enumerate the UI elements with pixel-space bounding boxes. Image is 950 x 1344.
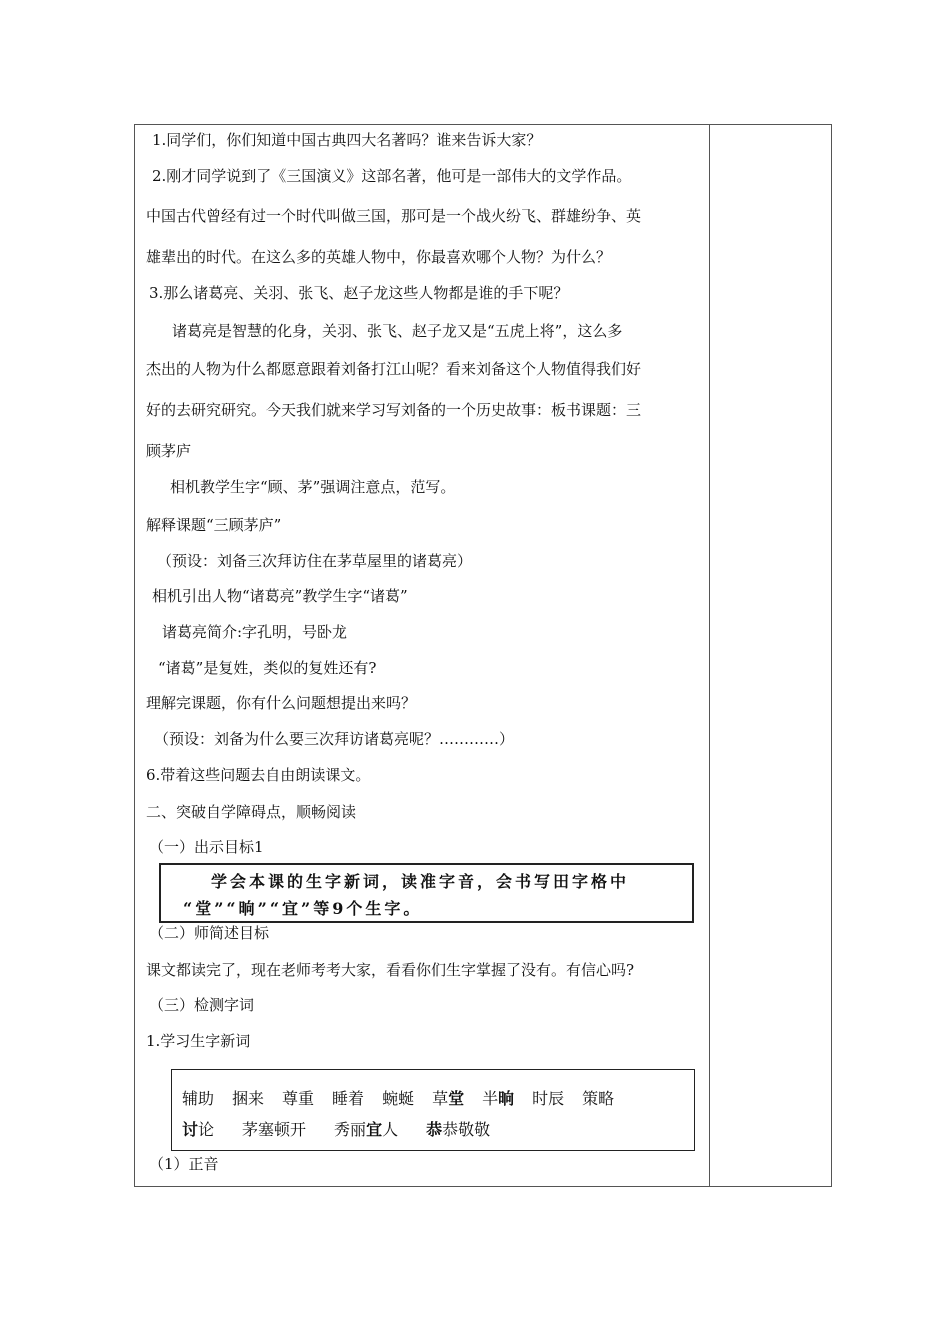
word-part: 茅塞顿开 bbox=[242, 1120, 307, 1139]
text-line: 杰出的人物为什么都愿意跟着刘备打江山呢？看来刘备这个人物值得我们好 bbox=[146, 360, 642, 378]
word-part: 策略 bbox=[582, 1089, 615, 1108]
word-part: 人 bbox=[382, 1120, 399, 1139]
vocabulary-word bbox=[282, 1088, 314, 1110]
goal-line: 学会本课的生字新词，读准字音，会书写田字格中 bbox=[211, 872, 630, 891]
vocabulary-word bbox=[426, 1119, 490, 1141]
highlighted-character: 恭 bbox=[426, 1120, 443, 1139]
goal-line: “堂”“晌”“宜”等9个生字。 bbox=[183, 899, 423, 918]
vocabulary-word bbox=[332, 1088, 364, 1110]
word-part: 捆来 bbox=[232, 1089, 265, 1108]
highlighted-character: 堂 bbox=[448, 1089, 465, 1108]
highlighted-character: 宜 bbox=[366, 1120, 383, 1139]
vocabulary-word bbox=[182, 1119, 214, 1141]
text-line: 课文都读完了，现在老师考考大家，看看你们生字掌握了没有。有信心吗? bbox=[146, 961, 635, 979]
word-part: 半 bbox=[482, 1089, 499, 1108]
word-part: 时辰 bbox=[532, 1089, 565, 1108]
highlighted-character: 讨 bbox=[182, 1120, 199, 1139]
vocabulary-row bbox=[182, 1119, 518, 1141]
text-line: 中国古代曾经有过一个时代叫做三国，那可是一个战火纷飞、群雄纷争、英 bbox=[146, 207, 642, 225]
text-line: （1）正音 bbox=[149, 1155, 219, 1173]
text-line: （二）师简述目标 bbox=[149, 924, 270, 942]
text-line: 相机引出人物“诸葛亮”教学生字“诸葛” bbox=[152, 587, 408, 605]
vocabulary-word bbox=[382, 1088, 414, 1110]
vocabulary-row bbox=[182, 1088, 632, 1110]
text-line: “诸葛”是复姓，类似的复姓还有? bbox=[158, 659, 377, 677]
highlighted-character: 晌 bbox=[498, 1089, 515, 1108]
text-line: 3.那么诸葛亮、关羽、张飞、赵子龙这些人物都是谁的手下呢？ bbox=[149, 284, 569, 302]
text-line: 顾茅庐 bbox=[146, 442, 192, 460]
word-part: 恭敬敬 bbox=[442, 1120, 491, 1139]
word-part: 论 bbox=[198, 1120, 215, 1139]
text-line: 二、突破自学障碍点，顺畅阅读 bbox=[146, 803, 357, 821]
vocabulary-word bbox=[334, 1119, 398, 1141]
text-line: （预设：刘备为什么要三次拜访诸葛亮呢？…………） bbox=[154, 730, 515, 748]
text-line: 诸葛亮是智慧的化身，关羽、张飞、赵子龙又是“五虎上将”，这么多 bbox=[172, 322, 623, 340]
word-part: 蜿蜒 bbox=[382, 1089, 415, 1108]
vocabulary-word bbox=[242, 1119, 306, 1141]
vocabulary-word bbox=[482, 1088, 514, 1110]
vocabulary-word bbox=[532, 1088, 564, 1110]
word-part: 尊重 bbox=[282, 1089, 315, 1108]
text-line: （一）出示目标1 bbox=[149, 838, 264, 856]
text-line: 诸葛亮简介:字孔明，号卧龙 bbox=[162, 623, 348, 641]
vocabulary-word bbox=[182, 1088, 214, 1110]
column-divider bbox=[709, 125, 710, 1186]
lesson-content-cell bbox=[135, 125, 709, 1186]
learning-goal-box bbox=[159, 863, 694, 923]
vocabulary-box bbox=[171, 1069, 695, 1151]
text-line: （三）检测字词 bbox=[149, 996, 255, 1014]
text-line: 理解完课题，你有什么问题想提出来吗？ bbox=[146, 694, 417, 712]
text-line: 1.同学们，你们知道中国古典四大名著吗？谁来告诉大家？ bbox=[152, 131, 542, 149]
text-line: 6.带着这些问题去自由朗读课文。 bbox=[146, 766, 371, 784]
text-line: 解释课题“三顾茅庐” bbox=[146, 516, 282, 534]
vocabulary-word bbox=[232, 1088, 264, 1110]
text-line: 2.刚才同学说到了《三国演义》这部名著，他可是一部伟大的文学作品。 bbox=[152, 167, 632, 185]
vocabulary-word bbox=[432, 1088, 464, 1110]
vocabulary-word bbox=[582, 1088, 614, 1110]
text-line: （预设：刘备三次拜访住在茅草屋里的诸葛亮） bbox=[157, 552, 473, 570]
word-part: 睡着 bbox=[332, 1089, 365, 1108]
word-part: 草 bbox=[432, 1089, 449, 1108]
word-part: 秀丽 bbox=[334, 1120, 367, 1139]
text-line: 雄辈出的时代。在这么多的英雄人物中，你最喜欢哪个人物？为什么？ bbox=[146, 248, 612, 266]
word-part: 辅助 bbox=[182, 1089, 215, 1108]
text-line: 好的去研究研究。今天我们就来学习写刘备的一个历史故事：板书课题：三 bbox=[146, 401, 642, 419]
lesson-table bbox=[134, 124, 832, 1187]
text-line: 1.学习生字新词 bbox=[146, 1032, 251, 1050]
text-line: 相机教学生字“顾、茅”强调注意点，范写。 bbox=[170, 478, 456, 496]
